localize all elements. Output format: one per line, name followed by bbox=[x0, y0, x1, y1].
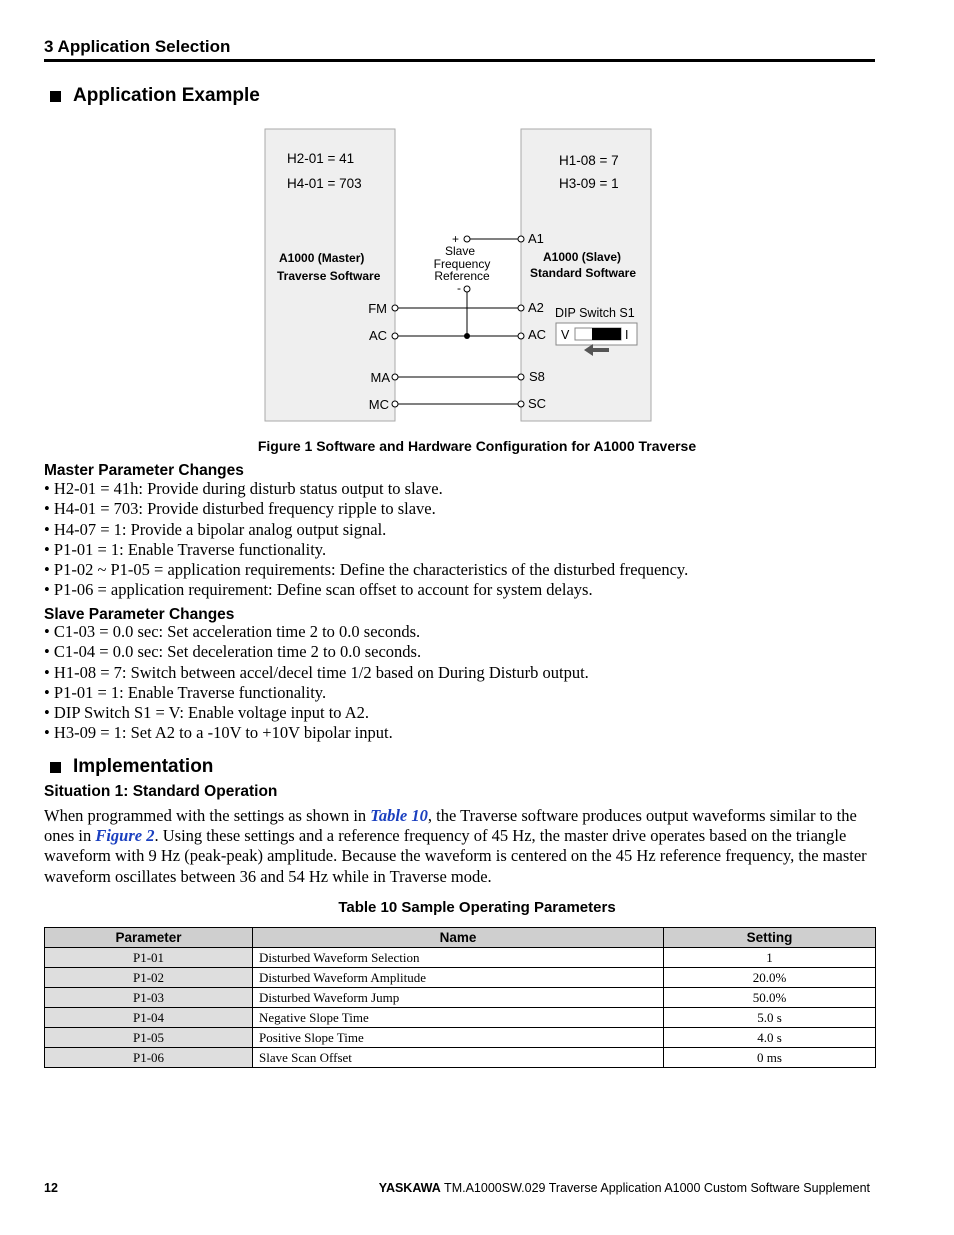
list-item: • H2-01 = 41h: Provide during disturb status output to slave. bbox=[44, 479, 688, 499]
footer-text bbox=[379, 1181, 870, 1195]
figure-caption: Figure 1 Software and Hardware Configuration for A1000 Traverse bbox=[257, 438, 697, 454]
cell-parameter: P1-02 bbox=[45, 968, 253, 988]
junction-dot bbox=[464, 333, 470, 339]
slave-terminal-a2: A2 bbox=[528, 300, 544, 315]
terminal-circle bbox=[464, 286, 470, 292]
signal-plus: + bbox=[451, 232, 459, 246]
list-item: • C1-03 = 0.0 sec: Set acceleration time 2 to 0.0 seconds. bbox=[44, 622, 589, 642]
terminal-circle bbox=[392, 374, 398, 380]
terminal-circle bbox=[518, 305, 524, 311]
signal-label-line3: Reference bbox=[434, 269, 490, 283]
slave-param-1: H1-08 = 7 bbox=[559, 153, 619, 168]
cell-parameter: P1-01 bbox=[45, 948, 253, 968]
slave-title: A1000 (Slave) bbox=[543, 250, 622, 264]
list-item: • DIP Switch S1 = V: Enable voltage input to A2. bbox=[44, 703, 589, 723]
terminal-circle bbox=[392, 401, 398, 407]
cell-parameter: P1-04 bbox=[45, 1008, 253, 1028]
master-terminal-ma: MA bbox=[370, 370, 390, 385]
cell-parameter: P1-05 bbox=[45, 1028, 253, 1048]
terminal-circle bbox=[392, 333, 398, 339]
table-row bbox=[45, 1028, 876, 1048]
cell-setting: 20.0% bbox=[664, 968, 876, 988]
list-item: • P1-06 = application requirement: Define scan offset to account for system delays. bbox=[44, 580, 688, 600]
master-changes-list bbox=[44, 479, 688, 601]
signal-label-line2: Frequency bbox=[433, 257, 491, 271]
list-item: • P1-02 ~ P1-05 = application requirements: Define the characteristics of the disturbed frequency. bbox=[44, 560, 688, 580]
slave-param-2: H3-09 = 1 bbox=[559, 176, 619, 191]
dip-switch-label: DIP Switch S1 bbox=[555, 306, 635, 320]
wiring-diagram bbox=[0, 0, 954, 440]
master-terminal-mc: MC bbox=[368, 397, 389, 412]
terminal-circle bbox=[518, 236, 524, 242]
master-param-1: H2-01 = 41 bbox=[287, 151, 355, 166]
terminal-circle bbox=[518, 401, 524, 407]
table-row bbox=[45, 1048, 876, 1068]
table-row bbox=[45, 968, 876, 988]
section-header: 3 Application Selection bbox=[44, 37, 231, 56]
para-text: When programmed with the settings as shown in bbox=[44, 806, 371, 825]
cell-setting: 1 bbox=[664, 948, 876, 968]
sample-parameters-table bbox=[44, 927, 876, 1068]
situation-heading: Situation 1: Standard Operation bbox=[44, 783, 278, 800]
slave-terminal-a1: A1 bbox=[528, 231, 544, 246]
table-row bbox=[45, 948, 876, 968]
cell-name: Slave Scan Offset bbox=[253, 1048, 664, 1068]
footer-doc-title: TM.A1000SW.029 Traverse Application A1000 Custom Software Supplement bbox=[440, 1181, 870, 1195]
dip-switch-knob bbox=[592, 328, 621, 340]
list-item: • C1-04 = 0.0 sec: Set deceleration time 2 to 0.0 seconds. bbox=[44, 642, 589, 662]
slave-changes-list bbox=[44, 622, 589, 744]
table-10-link[interactable]: Table 10 bbox=[370, 806, 428, 825]
cell-name: Negative Slope Time bbox=[253, 1008, 664, 1028]
master-terminal-ac: AC bbox=[368, 328, 387, 343]
slave-terminal-ac: AC bbox=[528, 327, 547, 342]
implementation-paragraph bbox=[44, 806, 876, 887]
slave-terminal-s8: S8 bbox=[529, 369, 545, 384]
application-example-title: Application Example bbox=[73, 85, 260, 106]
para-text: , the Traverse software produces output waveforms similar to the ones in bbox=[44, 806, 857, 846]
terminal-circle bbox=[464, 236, 470, 242]
square-bullet-icon bbox=[50, 762, 61, 773]
implementation-heading bbox=[50, 756, 213, 778]
cell-name: Disturbed Waveform Selection bbox=[253, 948, 664, 968]
terminal-circle bbox=[518, 333, 524, 339]
list-item: • P1-01 = 1: Enable Traverse functionality. bbox=[44, 683, 589, 703]
column-header-setting: Setting bbox=[664, 928, 876, 948]
signal-minus: - bbox=[457, 281, 461, 295]
cell-setting: 4.0 s bbox=[664, 1028, 876, 1048]
terminal-circle bbox=[392, 305, 398, 311]
slave-subtitle: Standard Software bbox=[530, 266, 637, 280]
para-text: . Using these settings and a reference frequency of 45 Hz, the master drive operates based on the triangle waveform with 9 Hz (peak-peak) amplitude. Because the waveform is centered on the 45 Hz reference frequency, the master waveform oscillates between 36 and 54 Hz while in Traverse mode. bbox=[44, 826, 867, 886]
cell-parameter: P1-03 bbox=[45, 988, 253, 1008]
master-title: A1000 (Master) bbox=[279, 251, 365, 265]
cell-name: Disturbed Waveform Amplitude bbox=[253, 968, 664, 988]
cell-setting: 0 ms bbox=[664, 1048, 876, 1068]
column-header-name: Name bbox=[253, 928, 664, 948]
page-number: 12 bbox=[44, 1181, 58, 1195]
column-header-parameter: Parameter bbox=[45, 928, 253, 948]
table-title: Table 10 Sample Operating Parameters bbox=[338, 899, 616, 916]
figure-2-link[interactable]: Figure 2 bbox=[95, 826, 155, 846]
slave-terminal-sc: SC bbox=[528, 396, 547, 411]
list-item: • H3-09 = 1: Set A2 to a -10V to +10V bipolar input. bbox=[44, 723, 589, 743]
cell-name: Disturbed Waveform Jump bbox=[253, 988, 664, 1008]
cell-setting: 50.0% bbox=[664, 988, 876, 1008]
master-param-2: H4-01 = 703 bbox=[287, 176, 362, 191]
list-item: • H4-07 = 1: Provide a bipolar analog output signal. bbox=[44, 520, 688, 540]
cell-parameter: P1-06 bbox=[45, 1048, 253, 1068]
list-item: • P1-01 = 1: Enable Traverse functionality. bbox=[44, 540, 688, 560]
implementation-title: Implementation bbox=[73, 756, 214, 777]
dip-switch-v: V bbox=[561, 328, 570, 342]
footer-brand: YASKAWA bbox=[378, 1181, 441, 1195]
list-item: • H1-08 = 7: Switch between accel/decel time 1/2 based on During Disturb output. bbox=[44, 663, 589, 683]
terminal-circle bbox=[518, 374, 524, 380]
table-row bbox=[45, 988, 876, 1008]
master-changes-heading: Master Parameter Changes bbox=[44, 462, 244, 479]
cell-name: Positive Slope Time bbox=[253, 1028, 664, 1048]
list-item: • H4-01 = 703: Provide disturbed frequency ripple to slave. bbox=[44, 499, 688, 519]
table-header-row bbox=[45, 928, 876, 948]
slave-changes-heading: Slave Parameter Changes bbox=[44, 606, 235, 623]
master-terminal-fm: FM bbox=[368, 301, 387, 316]
master-subtitle: Traverse Software bbox=[277, 269, 381, 283]
dip-switch-i: I bbox=[625, 328, 629, 342]
table-row bbox=[45, 1008, 876, 1028]
cell-setting: 5.0 s bbox=[664, 1008, 876, 1028]
signal-label-line1: Slave bbox=[444, 244, 476, 258]
